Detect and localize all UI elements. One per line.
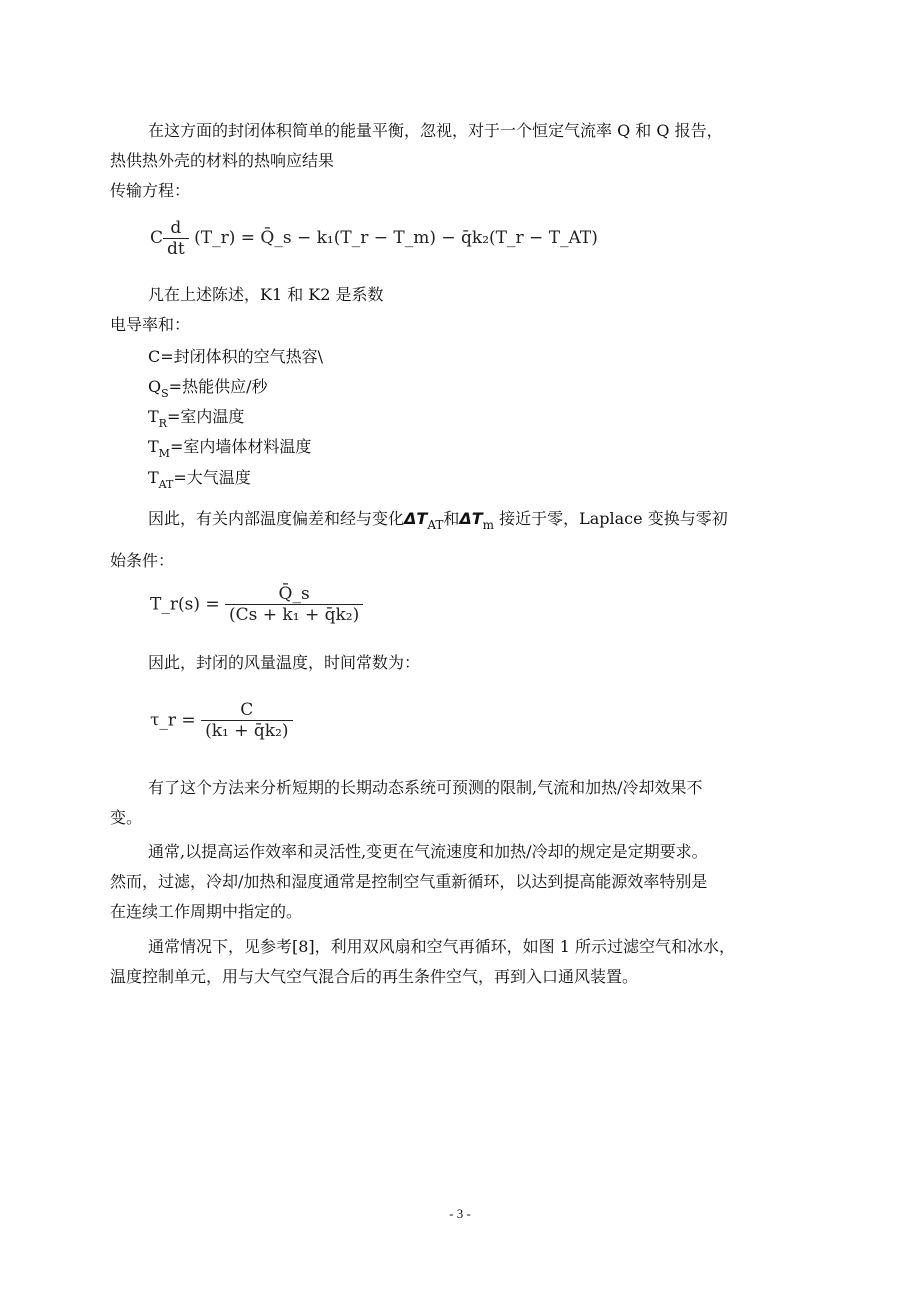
paragraph-1-line-3: 传输方程：: [110, 181, 191, 200]
p3-text-3: 接近于零，Laplace 变换与零初: [494, 509, 728, 528]
eq3-numerator: C: [240, 700, 254, 720]
eq1-derivative-den: dt: [163, 238, 189, 259]
p3-delta-tm: ΔT: [459, 509, 483, 528]
p3-delta-tat-sub: AT: [427, 518, 444, 532]
def-tr-subscript: R: [158, 417, 167, 430]
def-qs-symbol: Q: [148, 377, 162, 396]
paragraph-5-line-1: 有了这个方法来分析短期的长期动态系统可预测的限制,气流和加热/冷却效果不: [148, 778, 703, 797]
paragraph-4: 因此，封闭的风量温度，时间常数为：: [148, 653, 421, 672]
eq1-derivative-num: d: [170, 218, 182, 238]
def-tat-subscript: AT: [158, 478, 174, 491]
definition-tr: [148, 402, 244, 434]
eq2-lhs: T_r(s) =: [150, 594, 220, 615]
definition-tat: [148, 463, 251, 495]
p3-delta-tm-sub: m: [482, 518, 495, 532]
def-tr-symbol: T: [148, 407, 159, 426]
def-tat-symbol: T: [148, 468, 159, 487]
eq1-derivative: [163, 218, 189, 259]
def-tm-subscript: M: [158, 447, 170, 460]
eq2-denominator: (Cs + k₁ + q̄k₂): [225, 604, 363, 625]
def-qs-text: =热能供应/秒: [168, 377, 268, 396]
p3-text-1: 因此，有关内部温度偏差和经与变化: [148, 509, 405, 528]
paragraph-1-line-1: 在这方面的封闭体积简单的能量平衡，忽视，对于一个恒定气流率 Q 和 Q 报告，: [148, 121, 723, 140]
paragraph-6-line-3: 在连续工作周期中指定的。: [110, 902, 303, 921]
definition-c: C=封闭体积的空气热容\: [148, 347, 324, 366]
def-tm-symbol: T: [148, 437, 159, 456]
paragraph-2-line-1: 凡在上述陈述，K1 和 K2 是系数: [148, 285, 384, 304]
equation-heat-balance: [150, 218, 598, 259]
eq1-body: (T_r) = Q̄_s − k₁(T_r − T_m) − q̄k₂(T_r − T_AT): [194, 228, 598, 248]
def-tat-text: =大气温度: [173, 468, 251, 487]
equation-time-constant: [150, 700, 293, 741]
paragraph-7-line-2: 温度控制单元，用与大气空气混合后的再生条件空气，再到入口通风装置。: [110, 967, 639, 986]
eq3-lhs: τ_r =: [150, 710, 196, 731]
eq2-numerator: Q̄_s: [278, 584, 310, 604]
definition-qs: [148, 372, 267, 404]
paragraph-6-line-1: 通常,以提高运作效率和灵活性,变更在气流速度和加热/冷却的规定是定期要求。: [148, 842, 708, 861]
page-number: - 3 -: [449, 1206, 471, 1221]
eq2-fraction: [225, 584, 363, 625]
equation-laplace-transfer: [150, 584, 363, 625]
p3-delta-tat: ΔT: [404, 509, 428, 528]
paragraph-7-line-1: 通常情况下，见参考[8]，利用双风扇和空气再循环，如图 1 所示过滤空气和冰水，: [148, 937, 736, 956]
eq3-denominator: (k₁ + q̄k₂): [201, 720, 292, 741]
paragraph-6-line-2: 然而，过滤，冷却/加热和湿度通常是控制空气重新循环，以达到提高能源效率特别是: [110, 872, 708, 891]
definition-tm: [148, 432, 311, 464]
eq1-prefix: C: [150, 228, 164, 248]
def-qs-subscript: S: [161, 387, 169, 400]
eq3-fraction: [201, 700, 292, 741]
def-tm-text: =室内墙体材料温度: [169, 437, 312, 456]
paragraph-3-line-1: [148, 504, 728, 535]
p3-text-2: 和: [443, 509, 460, 528]
paragraph-5-line-2: 变。: [110, 808, 143, 827]
def-tr-text: =室内温度: [166, 407, 245, 426]
paragraph-2-line-2: 电导率和：: [110, 315, 191, 334]
paragraph-1-line-2: 热供热外壳的材料的热响应结果: [110, 151, 335, 170]
paragraph-3-line-2: 始条件：: [110, 551, 175, 570]
